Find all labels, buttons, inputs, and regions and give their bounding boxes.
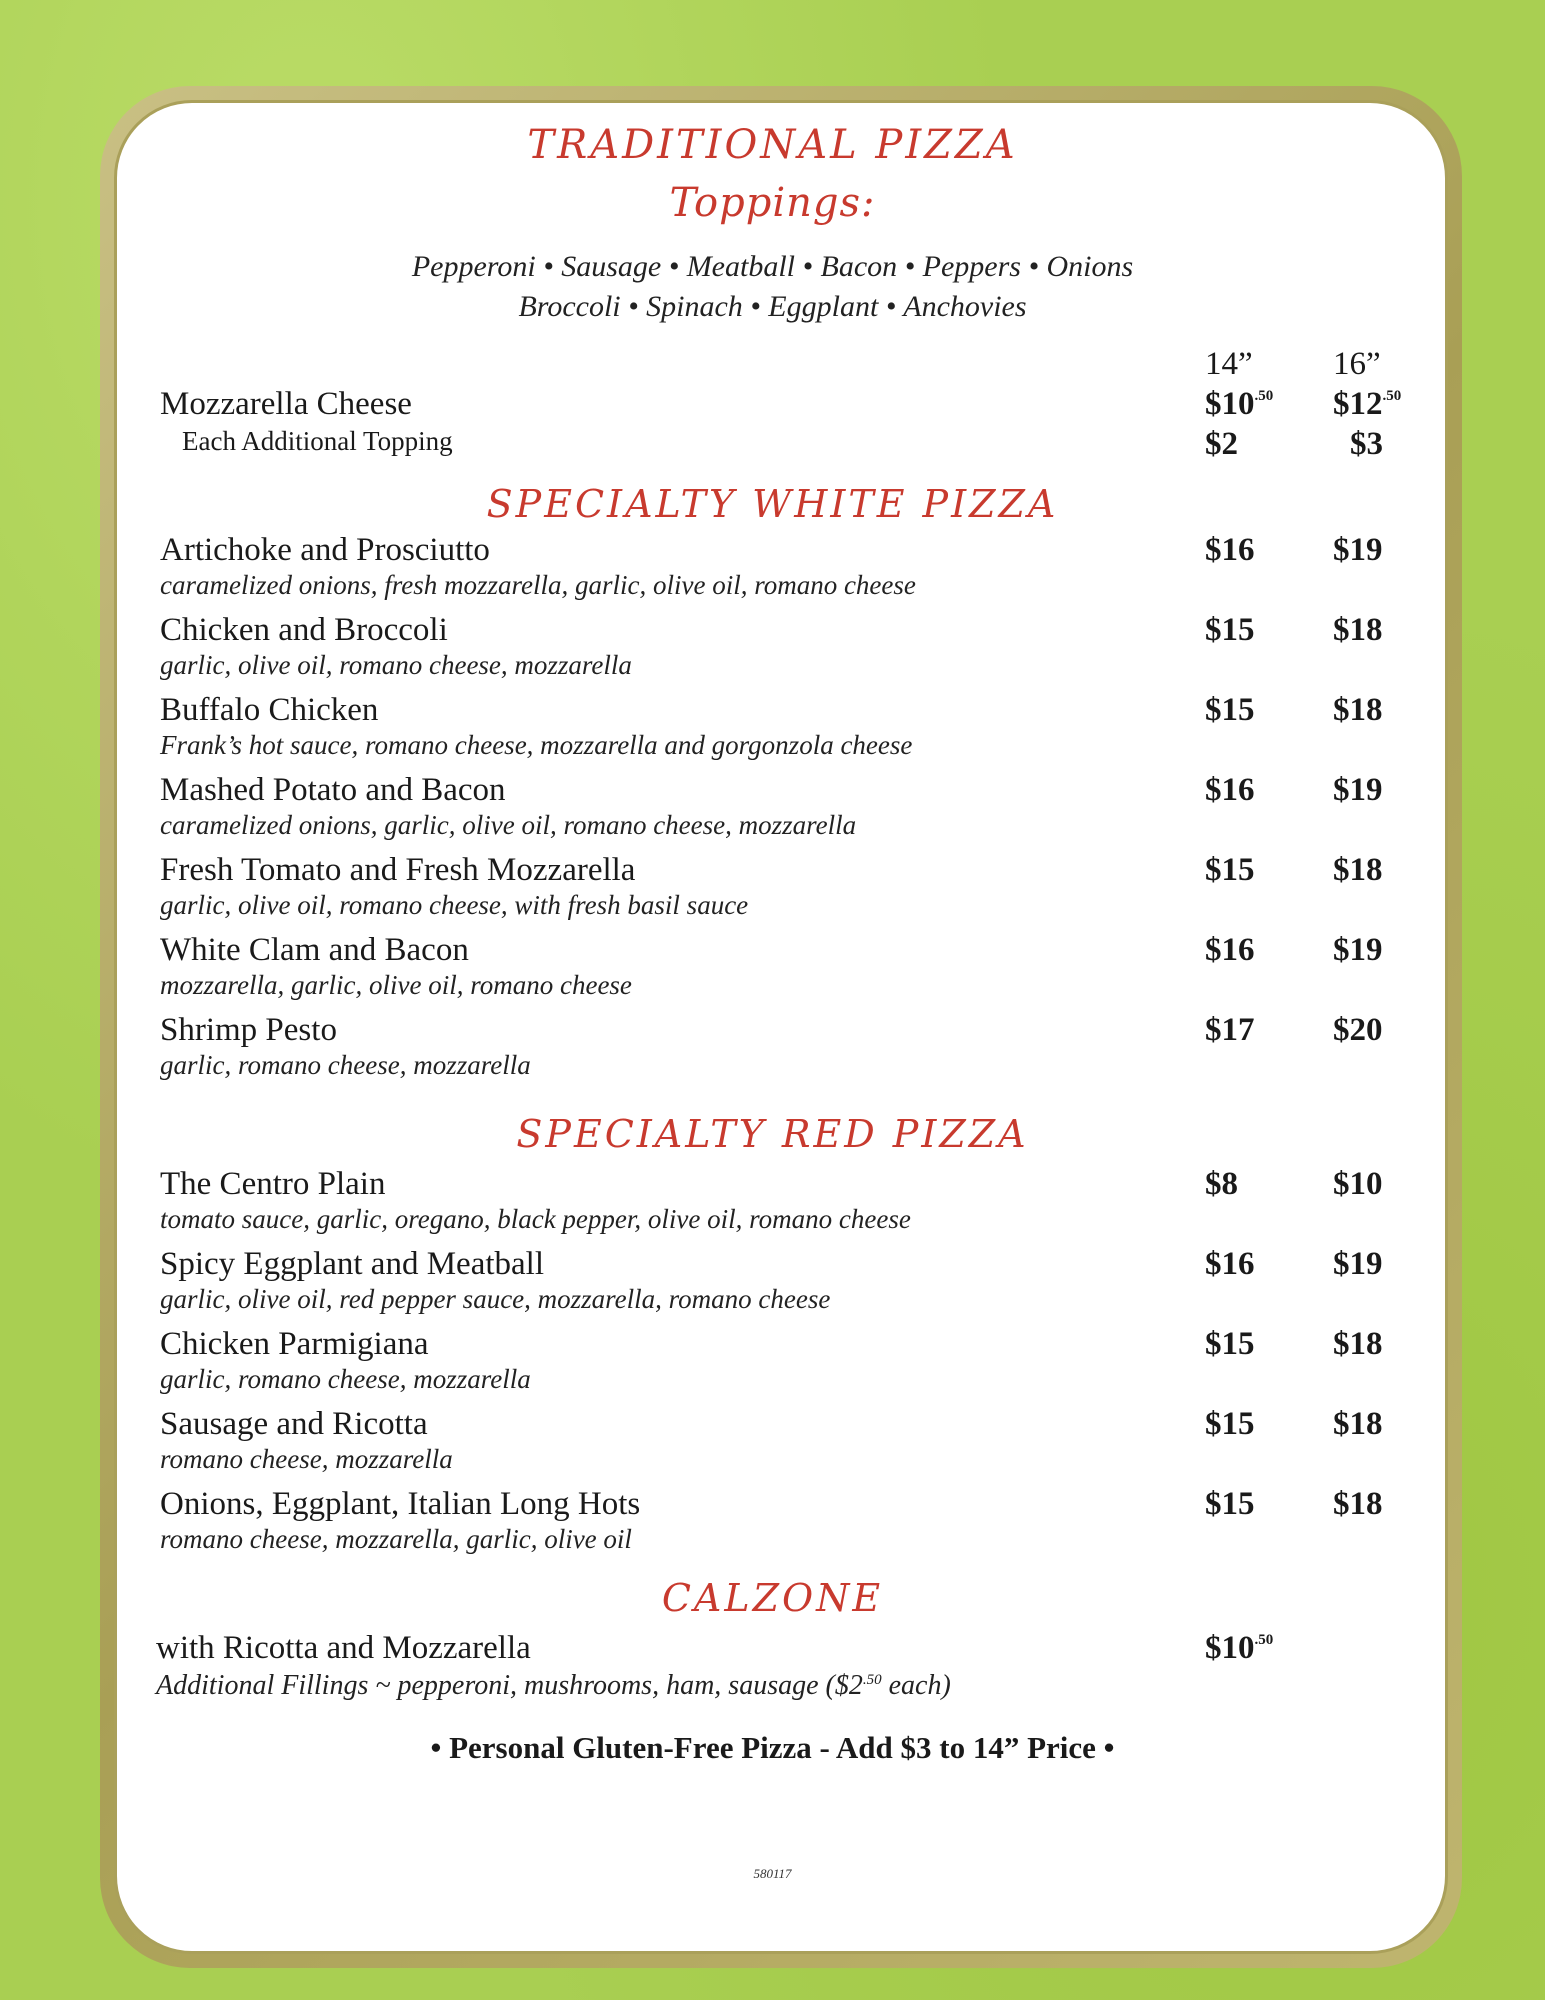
toppings-list-line-1: Pepperoni • Sausage • Meatball • Bacon • Peppers • Onions	[411, 250, 1134, 283]
item-name: Artichoke and Prosciutto	[160, 532, 490, 568]
price-14: $\$10^{.50}$	[1205, 386, 1274, 422]
price-14: $16	[1205, 772, 1255, 808]
price-14: $2	[1205, 426, 1238, 462]
item-name: White Clam and Bacon	[160, 932, 469, 968]
price-16: $19	[1333, 772, 1383, 808]
price-14: $16	[1205, 532, 1255, 568]
price-16: $\$12^{.50}$	[1333, 386, 1402, 422]
calzone-heading: CALZONE	[661, 1576, 884, 1620]
calzone-name: with Ricotta and Mozzarella	[156, 1630, 531, 1666]
price-16: $18	[1333, 852, 1383, 888]
price-16: $18	[1333, 1406, 1383, 1442]
price-14: $8	[1205, 1166, 1238, 1202]
toppings-heading: Toppings:	[669, 180, 876, 226]
item-description: tomato sauce, garlic, oregano, black pepper, olive oil, romano cheese	[160, 1204, 911, 1234]
item-description: romano cheese, mozzarella	[160, 1444, 453, 1474]
item-description: Frank’s hot sauce, romano cheese, mozzarella and gorgonzola cheese	[160, 730, 913, 760]
specialty-white-heading: SPECIALTY WHITE PIZZA	[486, 482, 1059, 526]
price-14: $15	[1205, 612, 1255, 648]
item-description: garlic, olive oil, romano cheese, mozzarella	[160, 650, 632, 680]
price-14: $15	[1205, 1406, 1255, 1442]
item-name: Fresh Tomato and Fresh Mozzarella	[160, 852, 636, 888]
price-16: $20	[1333, 1012, 1383, 1048]
item-description: garlic, olive oil, romano cheese, with fresh basil sauce	[160, 890, 749, 920]
item-name: Onions, Eggplant, Italian Long Hots	[160, 1486, 641, 1522]
price-16: $18	[1333, 1486, 1383, 1522]
calzone-price: $\$10^{.50}$	[1205, 1630, 1274, 1666]
item-description: garlic, romano cheese, mozzarella	[160, 1050, 531, 1080]
calzone-fillings: Additional Fillings ~ pepperoni, mushrooms, ham, sausage ($\$2^{.50}$ each)	[156, 1670, 951, 1701]
item-name: Mozzarella Cheese	[160, 386, 412, 422]
size-16-header: 16”	[1333, 346, 1381, 382]
item-name: Mashed Potato and Bacon	[160, 772, 506, 808]
item-description: garlic, romano cheese, mozzarella	[160, 1364, 531, 1394]
price-16: $19	[1333, 532, 1383, 568]
item-name: Chicken Parmigiana	[160, 1326, 429, 1362]
item-name: The Centro Plain	[160, 1166, 386, 1202]
price-14: $16	[1205, 1246, 1255, 1282]
item-description: caramelized onions, garlic, olive oil, romano cheese, mozzarella	[160, 810, 857, 840]
price-16: $19	[1333, 932, 1383, 968]
item-name: Spicy Eggplant and Meatball	[160, 1246, 544, 1282]
item-description: caramelized onions, fresh mozzarella, garlic, olive oil, romano cheese	[160, 570, 916, 600]
price-14: $17	[1205, 1012, 1255, 1048]
gluten-free-note: • Personal Gluten-Free Pizza - Add $3 to 14” Price •	[430, 1730, 1115, 1765]
item-name: Buffalo Chicken	[160, 692, 379, 728]
toppings-list-line-2: Broccoli • Spinach • Eggplant • Anchovies	[518, 290, 1027, 323]
price-14: $15	[1205, 692, 1255, 728]
item-name: Sausage and Ricotta	[160, 1406, 428, 1442]
price-14: $15	[1205, 1326, 1255, 1362]
menu-code: 580117	[753, 1866, 792, 1881]
specialty-red-heading: SPECIALTY RED PIZZA	[516, 1112, 1029, 1156]
size-14-header: 14”	[1205, 346, 1253, 382]
price-14: $15	[1205, 1486, 1255, 1522]
price-16: $10	[1333, 1166, 1383, 1202]
item-description: garlic, olive oil, red pepper sauce, mozzarella, romano cheese	[160, 1284, 831, 1314]
price-16: $19	[1333, 1246, 1383, 1282]
traditional-pizza-heading: TRADITIONAL PIZZA	[527, 122, 1018, 168]
item-name: Each Additional Topping	[182, 426, 453, 456]
price-16: $3	[1350, 426, 1383, 462]
price-16: $18	[1333, 1326, 1383, 1362]
price-14: $15	[1205, 852, 1255, 888]
item-name: Chicken and Broccoli	[160, 612, 448, 648]
item-description: romano cheese, mozzarella, garlic, olive oil	[160, 1524, 632, 1554]
item-description: mozzarella, garlic, olive oil, romano cheese	[160, 970, 632, 1000]
price-16: $18	[1333, 692, 1383, 728]
item-name: Shrimp Pesto	[160, 1012, 337, 1048]
price-16: $18	[1333, 612, 1383, 648]
price-14: $16	[1205, 932, 1255, 968]
